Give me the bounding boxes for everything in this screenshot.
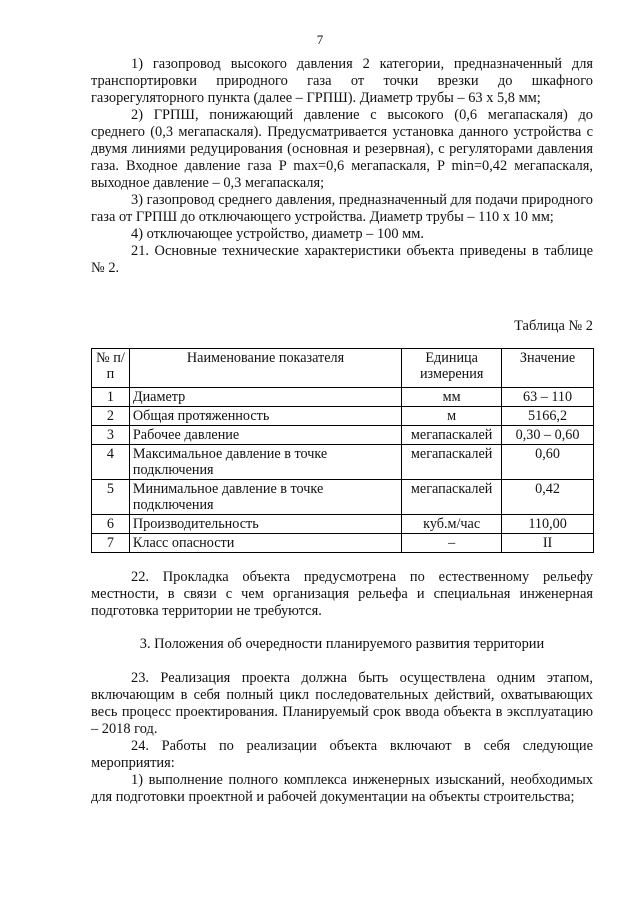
- cell-number: 3: [92, 426, 130, 445]
- para-24: 24. Работы по реализации объекта включают в себя следующие мероприятия:: [91, 738, 593, 771]
- cell-value: 0,30 – 0,60: [502, 426, 594, 445]
- item-2: 2) ГРПШ, понижающий давление с высокого (0,6 мегапаскаля) до среднего (0,3 мегапаскаля). Предусматривается установка данного устройства с двумя линиями редуцирования (основная и резервная), с регуляторами давления газа. Входное давление газа P max=0,6 мегапаскаля, P min=0,42 мегапаскаля, выходное давление – 0,3 мегапаскаля;: [91, 107, 593, 191]
- cell-name: Диаметр: [129, 388, 401, 407]
- cell-value: 0,42: [502, 480, 594, 515]
- cell-name: Минимальное давление в точке подключения: [129, 480, 401, 515]
- para-22: 22. Прокладка объекта предусмотрена по естественному рельефу местности, в связи с чем организация рельефа и специальная инженерная подготовка территории не требуются.: [91, 569, 593, 619]
- item-4: 4) отключающее устройство, диаметр – 100 мм.: [131, 226, 424, 242]
- cell-value: 110,00: [502, 515, 594, 534]
- col-header-number: № п/п: [92, 349, 130, 388]
- cell-name: Максимальное давление в точке подключения: [129, 445, 401, 480]
- cell-value: II: [502, 534, 594, 553]
- table-row: [92, 480, 594, 515]
- page-number: 7: [316, 32, 324, 47]
- item-24-1: 1) выполнение полного комплекса инженерных изысканий, необходимых для подготовки проектной и рабочей документации на объекты строительства;: [91, 772, 593, 805]
- item-3: 3) газопровод среднего давления, предназначенный для подачи природного газа от ГРПШ до отключающего устройства. Диаметр трубы – 110 х 10 мм;: [91, 192, 593, 225]
- cell-unit: куб.м/час: [402, 515, 502, 534]
- para-23: 23. Реализация проекта должна быть осуществлена одним этапом, включающим в себя полный цикл последовательных действий, охватывающих весь процесс проектирования. Планируемый срок ввода объекта в эксплуатацию – 2018 год.: [91, 670, 593, 737]
- items-top: [91, 56, 593, 277]
- cell-value: 5166,2: [502, 407, 594, 426]
- cell-unit: мегапаскалей: [402, 445, 502, 480]
- cell-unit: мегапаскалей: [402, 480, 502, 515]
- table-row: [92, 407, 594, 426]
- cell-number: 2: [92, 407, 130, 426]
- cell-unit: м: [402, 407, 502, 426]
- cell-name: Производительность: [129, 515, 401, 534]
- table-row: [92, 515, 594, 534]
- cell-value: 0,60: [502, 445, 594, 480]
- cell-unit: мегапаскалей: [402, 426, 502, 445]
- items-bottom: [91, 670, 593, 806]
- cell-name: Рабочее давление: [129, 426, 401, 445]
- section-heading: 3. Положения об очередности планируемого развития территории: [139, 636, 545, 652]
- cell-unit: мм: [402, 388, 502, 407]
- item-1: 1) газопровод высокого давления 2 категории, предназначенный для транспортировки природного газа от точки врезки до шкафного газорегуляторного пункта (далее – ГРПШ). Диаметр трубы – 63 х 5,8 мм;: [91, 56, 593, 106]
- cell-number: 5: [92, 480, 130, 515]
- cell-name: Класс опасности: [129, 534, 401, 553]
- table-row: [92, 534, 594, 553]
- characteristics-table: [91, 348, 594, 553]
- table-row: [92, 445, 594, 480]
- cell-number: 1: [92, 388, 130, 407]
- cell-name: Общая протяженность: [129, 407, 401, 426]
- table-row: [92, 388, 594, 407]
- cell-value: 63 – 110: [502, 388, 594, 407]
- para-21: 21. Основные технические характеристики объекта приведены в таблице № 2.: [91, 243, 593, 276]
- table-row: [92, 426, 594, 445]
- col-header-name: Наименование показателя: [129, 349, 401, 388]
- cell-number: 6: [92, 515, 130, 534]
- table-header-row: [92, 349, 594, 388]
- col-header-value: Значение: [502, 349, 594, 388]
- para-22-block: [91, 569, 593, 620]
- table-caption: Таблица № 2: [514, 318, 593, 334]
- cell-number: 4: [92, 445, 130, 480]
- col-header-unit: Единица измерения: [402, 349, 502, 388]
- cell-number: 7: [92, 534, 130, 553]
- cell-unit: –: [402, 534, 502, 553]
